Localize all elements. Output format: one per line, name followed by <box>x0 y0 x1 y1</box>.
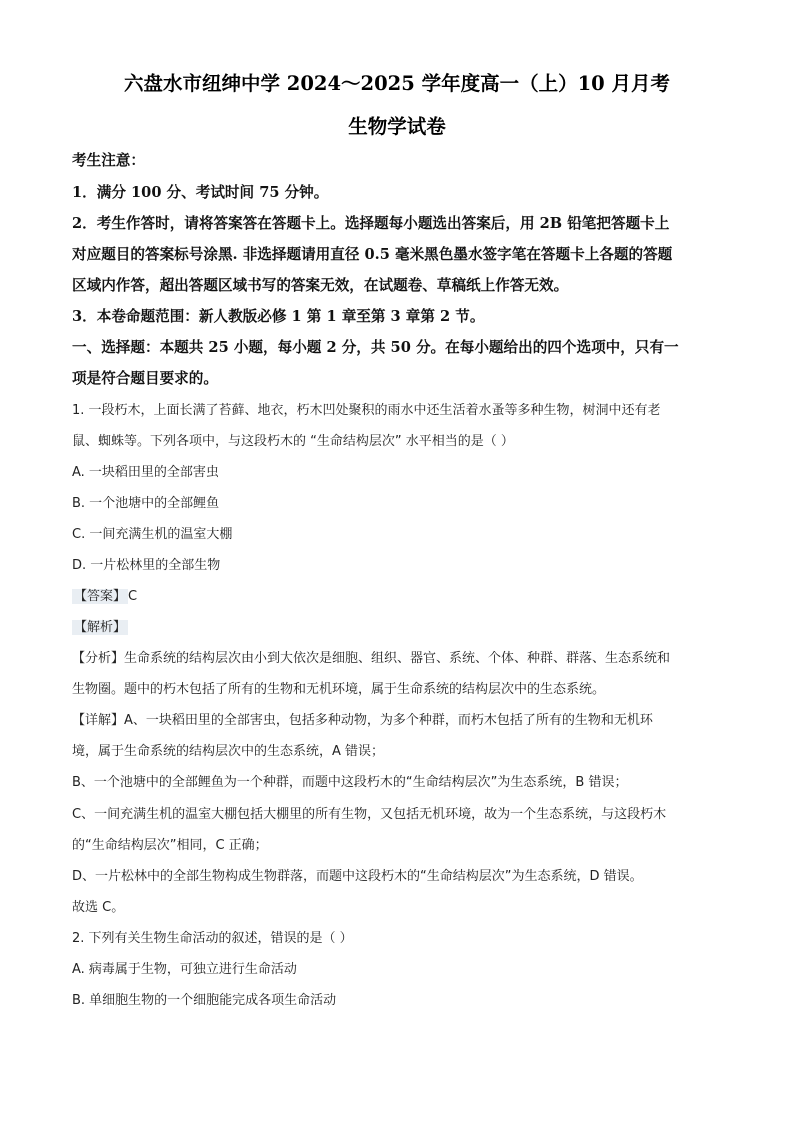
q1-stem-line-1: 1. 一段朽木，上面长满了苔藓、地衣，朽木凹处聚积的雨水中还生活着水蚤等多种生物，树洞中还有老 <box>72 403 661 418</box>
q1-stem-line-2: 鼠、蜘蛛等。下列各项中，与这段朽木的 “生命结构层次” 水平相当的是（ ） <box>72 434 514 449</box>
q1-analysis-row <box>72 618 732 638</box>
note-3: 3．本卷命题范围：新人教版必修 1 第 1 章至第 3 章第 2 节。 <box>72 308 485 325</box>
q1-option-b: B. 一个池塘中的全部鲤鱼 <box>72 496 220 511</box>
notes-heading: 考生注意： <box>72 152 145 169</box>
answer-tag: 【答案】 <box>74 589 127 604</box>
analysis-tag: 【解析】 <box>74 620 127 635</box>
q2-option-a: A. 病毒属于生物，可独立进行生命活动 <box>72 962 297 977</box>
xiangjie-tag: 【详解】 <box>72 713 125 728</box>
q1-option-a: A. 一块稻田里的全部害虫 <box>72 465 219 480</box>
xiangjie-text-1: A、一块稻田里的全部害虫，包括多种动物，为多个种群，而朽木包括了所有的生物和无机环 <box>124 713 653 728</box>
q1-xiangjie-line-2: 境，属于生命系统的结构层次中的生态系统，A 错误； <box>72 744 385 759</box>
q1-xiangjie-line-1 <box>72 711 732 731</box>
q1-answer-row <box>72 587 732 607</box>
q1-xiangjie-line-5: 的“生命结构层次”相同，C 正确； <box>72 838 268 853</box>
q1-option-c: C. 一间充满生机的温室大棚 <box>72 527 233 542</box>
section-heading-line-2: 项是符合题目要求的。 <box>72 370 218 387</box>
note-1: 1．满分 100 分、考试时间 75 分钟。 <box>72 184 329 201</box>
q1-option-d: D. 一片松林里的全部生物 <box>72 558 221 573</box>
section-heading-line-1: 一、选择题：本题共 25 小题，每小题 2 分，共 50 分。在每小题给出的四个选项中，只有一 <box>72 339 679 356</box>
q1-conclusion: 故选 C。 <box>72 900 125 915</box>
answer-value: C <box>128 589 138 604</box>
q2-option-b: B. 单细胞生物的一个细胞能完成各项生命活动 <box>72 993 337 1008</box>
exam-title: 六盘水市纽绅中学 2024～2025 学年度高一（上）10 月月考 <box>123 72 671 95</box>
note-2-line-2: 对应题目的答案标号涂黑. 非选择题请用直径 0.5 毫米黑色墨水签字笔在答题卡上各题的答题 <box>72 246 673 263</box>
note-2-line-3: 区域内作答，超出答题区域书写的答案无效，在试题卷、草稿纸上作答无效。 <box>72 277 569 294</box>
q1-fenxi-line-1 <box>72 649 732 669</box>
q1-fenxi-line-2: 生物圈。题中的朽木包括了所有的生物和无机环境，属于生命系统的结构层次中的生态系统。 <box>72 682 606 697</box>
q1-xiangjie-line-3: B、一个池塘中的全部鲤鱼为一个种群，而题中这段朽木的“生命结构层次”为生态系统，B 错误； <box>72 775 628 790</box>
note-2-line-1: 2．考生作答时，请将答案答在答题卡上。选择题每小题选出答案后，用 2B 铅笔把答题卡上 <box>72 215 670 232</box>
q1-xiangjie-line-6: D、一片松林中的全部生物构成生物群落，而题中这段朽木的“生命结构层次”为生态系统，D 错误。 <box>72 869 643 884</box>
exam-subtitle: 生物学试卷 <box>348 115 446 138</box>
q1-xiangjie-line-4: C、一间充满生机的温室大棚包括大棚里的所有生物，又包括无机环境，故为一个生态系统，与这段朽木 <box>72 807 667 822</box>
q2-stem: 2. 下列有关生物生命活动的叙述，错误的是（ ） <box>72 931 353 946</box>
fenxi-tag: 【分析】 <box>72 651 125 666</box>
fenxi-text-1: 生命系统的结构层次由小到大依次是细胞、组织、器官、系统、个体、种群、群落、生态系统和 <box>124 651 671 666</box>
